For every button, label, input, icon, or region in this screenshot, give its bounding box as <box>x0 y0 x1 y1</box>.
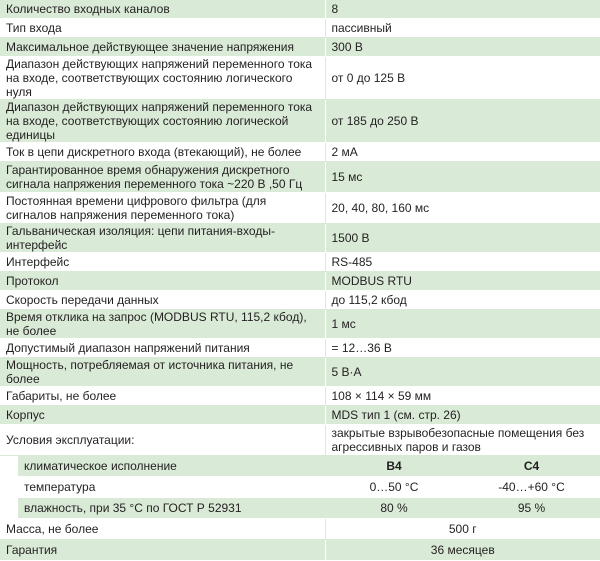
spec-row <box>0 358 600 387</box>
spec-row <box>0 291 600 310</box>
spec-label: Тип входа <box>0 19 325 38</box>
spec-row <box>0 272 600 291</box>
spec-row <box>0 425 600 456</box>
spec-label: Диапазон действующих напряжений переменного тока на входе, соответствующих состоянию логического нуля <box>0 57 325 100</box>
climate-c4-value: -40…+60 °С <box>463 477 600 498</box>
climate-row <box>0 498 600 519</box>
spec-value: пассивный <box>325 19 600 38</box>
spec-label: Корпус <box>0 406 325 425</box>
mass-label: Масса, не более <box>0 519 325 540</box>
spec-value: 300 В <box>325 38 600 57</box>
spec-value: 1500 В <box>325 224 600 253</box>
spec-row <box>0 19 600 38</box>
climate-row <box>0 477 600 498</box>
spec-label: Габариты, не более <box>0 387 325 406</box>
warranty-label: Гарантия <box>0 540 325 561</box>
spec-label: Скорость передачи данных <box>0 291 325 310</box>
climate-label: климатическое исполнение <box>18 456 325 477</box>
spec-row <box>0 310 600 339</box>
spec-value: MDS тип 1 (см. стр. 26) <box>325 406 600 425</box>
spec-label: Интерфейс <box>0 253 325 272</box>
spec-label: Диапазон действующих напряжений переменного тока на входе, соответствующих состоянию логической единицы <box>0 100 325 143</box>
spec-value: от 0 до 125 В <box>325 57 600 100</box>
spec-value: 5 В·А <box>325 358 600 387</box>
spec-label: Мощность, потребляемая от источника питания, не более <box>0 358 325 387</box>
mass-value: 500 г <box>325 519 600 540</box>
spec-label: Количество входных каналов <box>0 0 325 19</box>
spec-value: RS-485 <box>325 253 600 272</box>
spec-label: Допустимый диапазон напряжений питания <box>0 339 325 358</box>
spec-value: 15 мс <box>325 162 600 193</box>
spec-row <box>0 57 600 100</box>
spec-label: Максимальное действующее значение напряжения <box>0 38 325 57</box>
spec-row <box>0 253 600 272</box>
spec-row <box>0 100 600 143</box>
climate-b4-value: 0…50 °С <box>325 477 463 498</box>
spec-value: = 12…36 В <box>325 339 600 358</box>
climate-c4-value: 95 % <box>463 498 600 519</box>
spec-row <box>0 143 600 162</box>
spec-value: 108 × 114 × 59 мм <box>325 387 600 406</box>
spec-value: 2 мА <box>325 143 600 162</box>
spec-row <box>0 162 600 193</box>
climate-b4-value: 80 % <box>325 498 463 519</box>
spec-label: Протокол <box>0 272 325 291</box>
spec-label: Ток в цепи дискретного входа (втекающий), не более <box>0 143 325 162</box>
climate-label: влажность, при 35 °С по ГОСТ Р 52931 <box>18 498 325 519</box>
spec-value: 20, 40, 80, 160 мс <box>325 193 600 224</box>
spec-label: Время отклика на запрос (MODBUS RTU, 115,2 кбод), не более <box>0 310 325 339</box>
spec-row <box>0 387 600 406</box>
climate-row <box>0 456 600 477</box>
spec-row <box>0 38 600 57</box>
spec-value: закрытые взрывобезопасные помещения без агрессивных паров и газов <box>325 425 600 456</box>
spec-row <box>0 540 600 561</box>
spec-row <box>0 224 600 253</box>
climate-label: температура <box>18 477 325 498</box>
climate-b4-value: В4 <box>325 456 463 477</box>
spec-row <box>0 519 600 540</box>
spec-value: от 185 до 250 В <box>325 100 600 143</box>
spec-row <box>0 0 600 19</box>
spec-label: Гарантированное время обнаружения дискретного сигнала напряжения переменного тока ~220 В ,50 Гц <box>0 162 325 193</box>
spec-value: 8 <box>325 0 600 19</box>
spec-label: Условия эксплуатации: <box>0 425 325 456</box>
spec-label: Постоянная времени цифрового фильтра (для сигналов напряжения переменного тока) <box>0 193 325 224</box>
spec-row <box>0 193 600 224</box>
spec-value: до 115,2 кбод <box>325 291 600 310</box>
spec-value: 1 мс <box>325 310 600 339</box>
spec-label: Гальваническая изоляция: цепи питания-входы-интерфейс <box>0 224 325 253</box>
spec-value: MODBUS RTU <box>325 272 600 291</box>
warranty-value: 36 месяцев <box>325 540 600 561</box>
spec-row <box>0 406 600 425</box>
spec-row <box>0 339 600 358</box>
climate-c4-value: С4 <box>463 456 600 477</box>
